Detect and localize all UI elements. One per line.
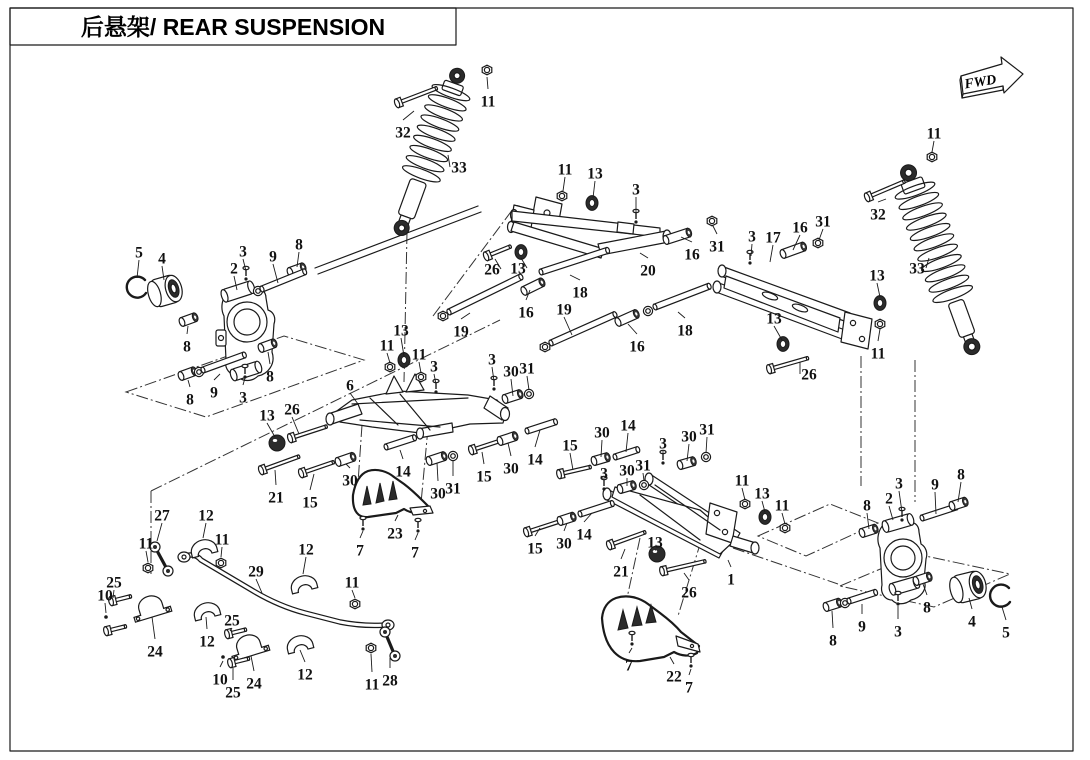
leader-line <box>832 611 833 628</box>
callout-5: 5 <box>135 244 143 262</box>
leader-line <box>137 260 139 278</box>
callout-12: 12 <box>297 666 313 684</box>
callout-30: 30 <box>503 363 519 381</box>
leader-line <box>214 374 220 380</box>
leader-line <box>742 488 745 500</box>
leader-line <box>221 547 222 557</box>
leader-line <box>877 283 880 297</box>
leader-line <box>346 464 350 468</box>
part-nut <box>350 599 360 609</box>
callout-3: 3 <box>748 228 756 246</box>
callout-11: 11 <box>480 93 496 111</box>
callout-26: 26 <box>284 401 300 419</box>
leader-line <box>621 549 625 559</box>
part-washer <box>701 452 710 461</box>
leader-line <box>461 313 470 319</box>
part-small-pin <box>104 615 108 619</box>
callout-11: 11 <box>926 125 942 143</box>
part-nut <box>813 238 823 248</box>
callout-12: 12 <box>198 507 214 525</box>
callout-11: 11 <box>379 337 395 355</box>
callout-8: 8 <box>957 466 965 484</box>
callout-26: 26 <box>484 261 500 279</box>
wheel-bearing-left <box>145 273 185 309</box>
callout-9: 9 <box>269 248 277 266</box>
callout-10: 10 <box>97 587 113 605</box>
callout-10: 10 <box>212 671 228 689</box>
callout-30: 30 <box>503 460 519 478</box>
callout-13: 13 <box>510 260 526 278</box>
part-nut <box>216 558 226 568</box>
callout-12: 12 <box>199 633 215 651</box>
leader-line <box>932 141 934 152</box>
callout-3: 3 <box>632 181 640 199</box>
part-washer <box>639 480 648 489</box>
leader-line <box>684 573 689 580</box>
callout-22: 22 <box>666 668 682 686</box>
callout-30: 30 <box>342 472 358 490</box>
callout-11: 11 <box>411 346 427 364</box>
leader-line <box>152 617 155 639</box>
callout-15: 15 <box>527 540 543 558</box>
part-small-bolt <box>433 379 439 393</box>
circlip-left <box>127 277 146 298</box>
leader-line <box>105 603 106 613</box>
callout-26: 26 <box>801 366 817 384</box>
callout-33: 33 <box>451 159 467 177</box>
leader-line <box>774 326 782 340</box>
part-bushing <box>334 452 357 467</box>
part-nut <box>143 563 153 573</box>
callout-25: 25 <box>225 684 241 702</box>
callout-6: 6 <box>346 377 354 395</box>
callout-15: 15 <box>476 468 492 486</box>
leader-line <box>570 453 573 470</box>
part-small-bolt <box>243 266 249 280</box>
part-bushing-cap <box>777 337 789 352</box>
callout-13: 13 <box>869 267 885 285</box>
part-stabilizer-link <box>150 542 173 576</box>
leader-line <box>482 452 484 464</box>
upper-arm-rear-left <box>511 211 671 258</box>
leader-line <box>203 523 206 538</box>
leader-line <box>770 245 773 262</box>
callout-30: 30 <box>556 535 572 553</box>
callout-13: 13 <box>647 534 663 552</box>
leader-line <box>670 657 674 664</box>
leader-line <box>387 353 390 363</box>
leader-line <box>819 229 823 240</box>
leader-line <box>403 111 414 120</box>
leader-line <box>640 253 648 258</box>
part-bolt <box>297 458 335 479</box>
leader-line <box>878 329 880 341</box>
callout-11: 11 <box>138 535 154 553</box>
leader-line <box>275 470 276 485</box>
callout-11: 11 <box>214 531 230 549</box>
callout-12: 12 <box>298 541 314 559</box>
part-nut <box>557 191 567 201</box>
callout-11: 11 <box>344 574 360 592</box>
callout-9: 9 <box>858 618 866 636</box>
leader-line <box>300 650 305 662</box>
leader-line <box>146 551 148 562</box>
part-rod-spacer <box>446 273 524 315</box>
callout-24: 24 <box>246 675 262 693</box>
leader-line <box>303 557 306 574</box>
part-nut <box>707 216 717 226</box>
leader-line <box>437 463 438 481</box>
callout-14: 14 <box>576 526 592 544</box>
leader-line <box>751 244 752 256</box>
callout-18: 18 <box>677 322 693 340</box>
part-nut <box>927 152 937 162</box>
part-nut <box>780 523 790 533</box>
callout-31: 31 <box>519 360 535 378</box>
leader-line <box>508 443 511 456</box>
leader-line <box>535 430 540 447</box>
callout-16: 16 <box>684 246 700 264</box>
leader-line <box>706 437 707 453</box>
part-bushing-clamp-half <box>189 537 218 558</box>
callout-31: 31 <box>815 213 831 231</box>
part-bushing <box>520 277 547 296</box>
part-rod-spacer <box>652 283 712 311</box>
part-small-bolt <box>688 653 694 667</box>
callout-11: 11 <box>557 161 573 179</box>
part-rod-spacer <box>538 247 610 275</box>
callout-13: 13 <box>259 407 275 425</box>
part-bolt <box>103 622 128 637</box>
callout-14: 14 <box>620 417 636 435</box>
callout-16: 16 <box>629 338 645 356</box>
part-bolt <box>482 242 513 262</box>
part-bushing-cap <box>515 245 527 260</box>
part-washer <box>643 306 652 315</box>
skid-guard-left <box>353 470 433 517</box>
callout-3: 3 <box>894 623 902 641</box>
leader-line <box>187 326 188 334</box>
callout-7: 7 <box>685 679 693 697</box>
part-bushing <box>779 241 808 259</box>
callout-9: 9 <box>210 384 218 402</box>
callout-8: 8 <box>183 338 191 356</box>
callout-11: 11 <box>774 497 790 515</box>
callout-9: 9 <box>931 476 939 494</box>
callout-13: 13 <box>766 310 782 328</box>
callout-21: 21 <box>268 489 284 507</box>
part-small-pin <box>221 655 225 659</box>
leader-line <box>728 560 731 567</box>
callout-31: 31 <box>635 457 651 475</box>
callout-30: 30 <box>619 462 635 480</box>
part-rod-spacer <box>259 268 307 292</box>
callout-29: 29 <box>248 563 264 581</box>
part-rod-spacer <box>577 500 615 517</box>
callout-20: 20 <box>640 262 656 280</box>
part-rod-spacer <box>524 418 558 434</box>
leader-line <box>419 362 421 373</box>
callout-27: 27 <box>154 507 170 525</box>
callout-3: 3 <box>430 358 438 376</box>
part-small-bolt <box>360 516 366 530</box>
part-small-bolt <box>415 518 421 532</box>
leader-line <box>220 661 223 667</box>
callout-4: 4 <box>158 250 166 268</box>
part-bolt <box>605 528 647 551</box>
part-ball-cap <box>269 435 285 451</box>
callout-7: 7 <box>411 544 419 562</box>
part-nut <box>438 311 448 321</box>
part-rod-spacer <box>383 434 417 450</box>
callout-11: 11 <box>734 472 750 490</box>
callout-3: 3 <box>239 243 247 261</box>
fwd-label: FWD <box>963 72 998 93</box>
callout-30: 30 <box>681 428 697 446</box>
leader-line <box>371 654 372 672</box>
frame-rail-lines <box>315 206 481 274</box>
page-border <box>10 8 1073 751</box>
callout-24: 24 <box>147 643 163 661</box>
callout-17: 17 <box>765 229 781 247</box>
callout-11: 11 <box>870 345 886 363</box>
callout-16: 16 <box>518 304 534 322</box>
callout-15: 15 <box>562 437 578 455</box>
part-clamp-bracket <box>129 591 171 622</box>
part-bushing <box>178 312 199 327</box>
callout-1: 1 <box>727 571 735 589</box>
part-bushing-clamp-half <box>289 573 318 594</box>
callout-7: 7 <box>625 657 633 675</box>
leader-line <box>188 380 190 387</box>
callout-4: 4 <box>968 613 976 631</box>
part-bushing-clamp-half <box>285 633 314 654</box>
callout-7: 7 <box>356 542 364 560</box>
callout-13: 13 <box>754 485 770 503</box>
callout-8: 8 <box>923 599 931 617</box>
circlip-right <box>990 585 1010 607</box>
part-nut <box>385 362 395 372</box>
part-bushing-cap <box>874 296 886 311</box>
shock-absorber-right <box>886 158 994 361</box>
part-bushing <box>614 309 641 327</box>
leader-line <box>889 506 893 520</box>
part-bolt <box>659 557 707 577</box>
callout-14: 14 <box>395 463 411 481</box>
part-nut <box>366 643 376 653</box>
callout-5: 5 <box>1002 624 1010 642</box>
callout-13: 13 <box>587 165 603 183</box>
part-nut <box>740 499 750 509</box>
leader-line <box>570 275 580 280</box>
callout-8: 8 <box>863 497 871 515</box>
part-small-bolt <box>747 250 753 264</box>
part-washer <box>448 451 457 460</box>
callout-23: 23 <box>387 525 403 543</box>
leader-line <box>310 474 314 490</box>
part-washer <box>524 389 533 398</box>
leader-line <box>628 324 637 334</box>
leader-line <box>563 177 565 191</box>
callout-11: 11 <box>364 676 380 694</box>
leader-line <box>157 523 162 541</box>
callout-3: 3 <box>600 465 608 483</box>
callouts-layer <box>97 77 1010 702</box>
callout-31: 31 <box>709 238 725 256</box>
part-nut <box>540 342 550 352</box>
leader-line <box>251 656 254 671</box>
callout-8: 8 <box>186 391 194 409</box>
callout-2: 2 <box>230 260 238 278</box>
callout-13: 13 <box>393 322 409 340</box>
callout-30: 30 <box>430 485 446 503</box>
callout-8: 8 <box>829 632 837 650</box>
leader-line <box>689 669 691 675</box>
part-bushing <box>676 456 697 470</box>
callout-3: 3 <box>239 389 247 407</box>
callout-18: 18 <box>572 284 588 302</box>
callout-33: 33 <box>909 260 925 278</box>
callout-26: 26 <box>681 584 697 602</box>
leader-line <box>448 155 450 167</box>
part-bushing <box>496 431 519 446</box>
callout-28: 28 <box>382 672 398 690</box>
leader-line <box>1002 607 1006 620</box>
callout-21: 21 <box>613 563 629 581</box>
part-bushing <box>822 598 843 612</box>
leader-line <box>782 513 785 524</box>
callout-3: 3 <box>895 475 903 493</box>
part-bolt <box>556 462 592 479</box>
leader-line <box>678 312 685 318</box>
leader-line <box>487 77 488 89</box>
callout-25: 25 <box>224 612 240 630</box>
callout-3: 3 <box>659 435 667 453</box>
wheel-bearing-right <box>947 569 989 605</box>
part-bushing-cap <box>586 196 598 211</box>
leader-line <box>713 226 717 234</box>
leader-line <box>593 181 595 198</box>
callout-31: 31 <box>445 480 461 498</box>
stabilizer-bar <box>178 552 394 630</box>
leader-line <box>527 376 529 390</box>
callout-14: 14 <box>527 451 543 469</box>
callout-8: 8 <box>295 236 303 254</box>
callout-32: 32 <box>870 206 886 224</box>
callout-31: 31 <box>699 421 715 439</box>
leader-line <box>267 423 275 437</box>
fwd-arrow-icon <box>960 57 1023 98</box>
part-bolt <box>287 422 329 444</box>
leader-line <box>400 450 403 459</box>
leader-line <box>360 531 363 538</box>
leader-line <box>206 617 207 629</box>
knuckle-right <box>878 513 927 604</box>
callout-15: 15 <box>302 494 318 512</box>
part-nut <box>482 65 492 75</box>
part-stabilizer-link <box>380 627 400 661</box>
leader-line <box>878 199 886 202</box>
callout-3: 3 <box>488 351 496 369</box>
callout-19: 19 <box>556 301 572 319</box>
callout-32: 32 <box>395 124 411 142</box>
callout-8: 8 <box>266 368 274 386</box>
callout-19: 19 <box>453 323 469 341</box>
callout-2: 2 <box>885 490 893 508</box>
leader-line <box>395 515 398 521</box>
part-nut <box>416 372 426 382</box>
callout-16: 16 <box>792 219 808 237</box>
leader-line <box>415 533 418 540</box>
part-rod-spacer <box>846 589 878 604</box>
part-nut <box>875 319 885 329</box>
callout-25: 25 <box>106 574 122 592</box>
upper-arm-rear-right <box>713 265 872 349</box>
page-title: 后悬架/ REAR SUSPENSION <box>80 14 386 40</box>
part-bolt <box>257 452 301 475</box>
skid-guard-right <box>602 596 700 661</box>
callout-30: 30 <box>594 424 610 442</box>
